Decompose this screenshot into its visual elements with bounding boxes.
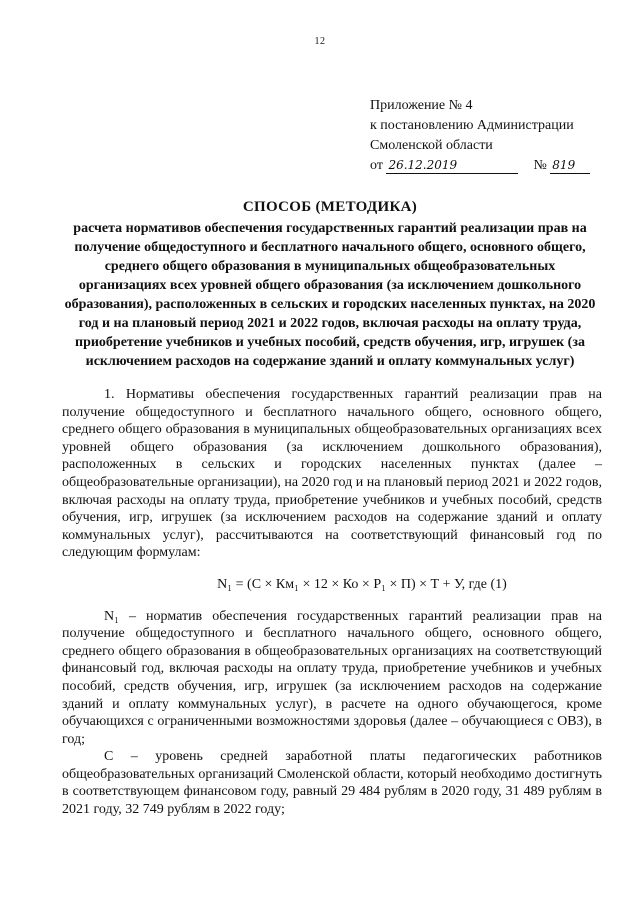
handwritten-number: 819 bbox=[550, 158, 590, 174]
from-label: от bbox=[370, 158, 383, 173]
document-body bbox=[62, 386, 602, 819]
number-label: № bbox=[533, 158, 547, 173]
title-main: СПОСОБ (МЕТОДИКА) bbox=[242, 199, 418, 215]
formula-1: N₁ = (С × Км₁ × 12 × Ко × Р₁ × П) × Т + У, где (1) bbox=[217, 576, 507, 592]
paragraph-1: 1. Нормативы обеспечения государственных гарантий реализации прав на получение общедоступного и бесплатного начального общего, основного общего, среднего общего образования в муниципальных общеобразовательных организациях всех уровней общего образования (за исключением дошкольного образования), расположенных в сельских и городских населенных пунктах (далее – общеобразовательные организации), на 2020 год и на плановый период 2021 и 2022 годов, включая расходы на оплату труда, приобретение учебников и учебных пособий, средств обучения, игр, игрушек (за исключением расходов на содержание зданий и оплату коммунальных услуг), рассчитываются на соответствующий финансовый год по следующим формулам: bbox=[62, 387, 602, 561]
title-subtitle: расчета нормативов обеспечения государственных гарантий реализации прав на получение общедоступного и бесплатного начального общего, основного общего, среднего общего образования в муниципальных общеобразовательных организациях всех уровней общего образования (за исключением дошкольного образования), расположенных в сельских и городских населенных пунктах, на 2020 год и на плановый период 2021 и 2022 годов, включая расходы на оплату труда, приобретение учебников и учебных пособий, средств обучения, игр, игрушек (за исключением расходов на содержание зданий и оплату коммунальных услуг) bbox=[64, 221, 596, 369]
appendix-resolution: к постановлению Администрации bbox=[370, 118, 574, 133]
paragraph-definition-c: С – уровень средней заработной платы педагогических работников общеобразовательных организаций Смоленской области, который необходимо достигнуть в соответствующем финансовом году, равный 29 484 рублям в 2020 году, 31 489 рублям в 2021 году, 32 749 рублям в 2022 году; bbox=[62, 749, 602, 818]
page-number: 12 bbox=[314, 36, 326, 47]
appendix-block bbox=[370, 96, 620, 176]
document-title bbox=[60, 198, 600, 371]
appendix-date-number-row bbox=[370, 156, 620, 176]
handwritten-date: 26.12.2019 bbox=[386, 158, 518, 174]
appendix-title: Приложение № 4 bbox=[370, 98, 473, 113]
paragraph-definition-n1: N₁ – норматив обеспечения государственных гарантий реализации прав на получение общедоступного и бесплатного начального общего, основного общего, среднего общего образования в общеобразовательных организациях на соответствующий финансовый год, включая расходы на оплату труда, приобретение учебников и учебных пособий, средств обучения, игр, игрушек (за исключением расходов на содержание зданий и оплату коммунальных услуг), в расчете на одного обучающегося, кроме обучающихся с ограниченными возможностями здоровья (далее – обучающиеся с ОВЗ), в год; bbox=[62, 608, 602, 747]
appendix-region: Смоленской области bbox=[370, 138, 493, 153]
